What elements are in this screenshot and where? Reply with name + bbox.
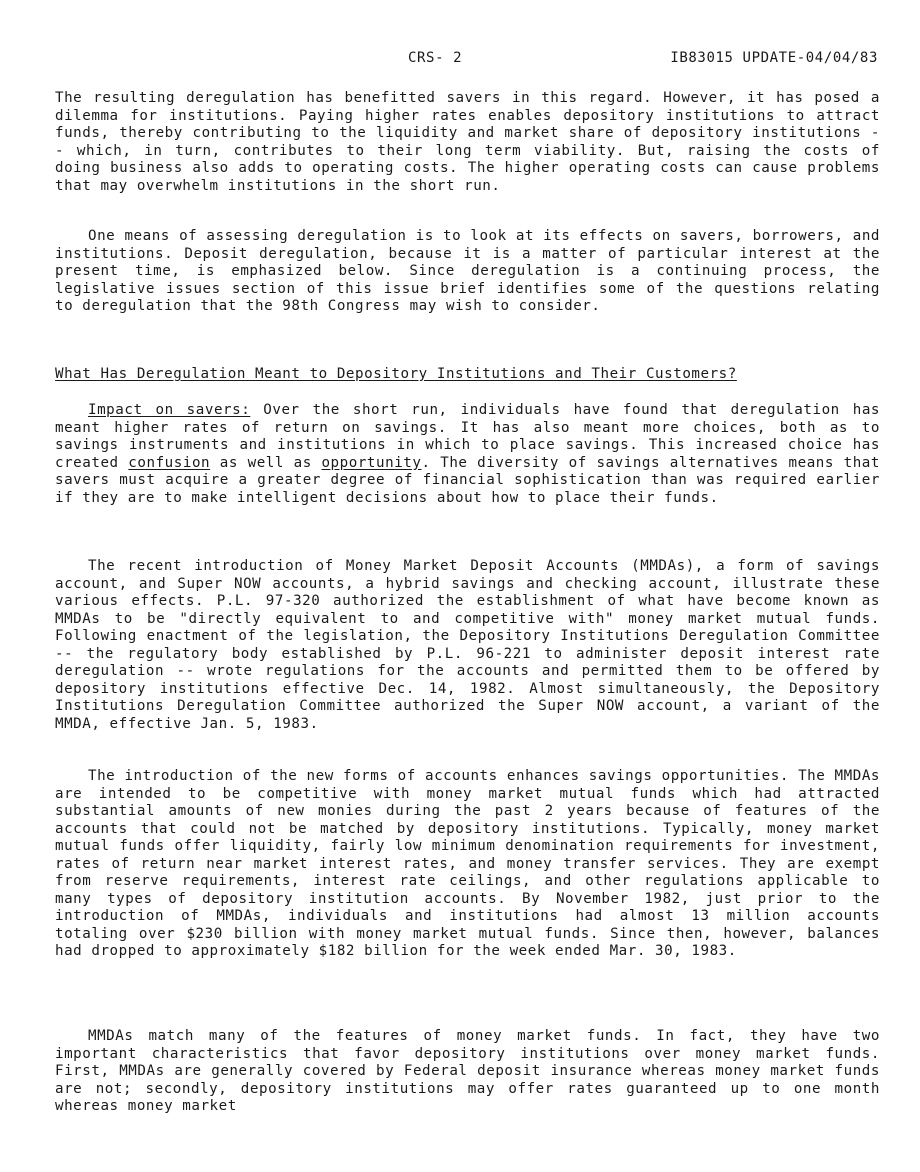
emphasis-opportunity: opportunity [321, 454, 422, 471]
page-header [408, 50, 878, 70]
paragraph-benefits-dilemma [55, 90, 880, 195]
paragraph-impact-on-savers [55, 402, 880, 507]
document-id: IB83015 UPDATE-04/04/83 [670, 50, 878, 66]
paragraph-text: One means of assessing deregulation is to look at its effects on savers, borrowers, and institutions. Deposit deregulation, because it is a matter of particular interest at the present time, is emphasized below. Since deregulation is a continuing process, the legislative issues section of this issue brief identifies some of the questions relating to deregulation that the 98th Congress may wish to consider. [55, 228, 880, 314]
paragraph-new-accounts-opportunities [55, 768, 880, 961]
section-heading: What Has Deregulation Meant to Depository Institutions and Their Customers? [55, 366, 737, 382]
paragraph-text: The introduction of the new forms of accounts enhances savings opportunities. The MMDAs are intended to be competitive with money market mutual funds which had attracted substantial amounts of new monies during the past 2 years because of features of the accounts that could not be matched by depository institutions. Typically, money market mutual funds offer liquidity, fairly low minimum denomination requirements for investment, rates of return near market interest rates, and money transfer services. They are exempt from reserve requirements, interest rate ceilings, and other regulations applicable to many types of depository institution accounts. By November 1982, just prior to the introduction of MMDAs, individuals and institutions had almost 13 million accounts totaling over $230 billion with money market mutual funds. Since then, however, balances had dropped to approximately $182 billion for the week ended Mar. 30, 1983. [55, 768, 880, 959]
paragraph-text: The resulting deregulation has benefitted savers in this regard. However, it has posed a dilemma for institutions. Paying higher rates enables depository institutions to attract funds, thereby contributing to the liquidity and market share of depository institutions -- which, in turn, contributes to their long term viability. But, raising the costs of doing business also adds to operating costs. The higher operating costs can cause problems that may overwhelm institutions in the short run. [55, 90, 880, 194]
paragraph-text: . The diversity of savings alternatives means that savers must acquire a greater degree of financial sophistication than was required earlier if they are to make intelligent decisions about how to place their funds. [55, 454, 880, 506]
paragraph-mmda-introduction [55, 558, 880, 733]
emphasis-confusion: confusion [128, 454, 211, 471]
paragraph-mmda-features [55, 1028, 880, 1116]
paragraph-text: as well as [210, 454, 322, 471]
paragraph-text: MMDAs match many of the features of money market funds. In fact, they have two important characteristics that favor depository institutions over money market funds. First, MMDAs are generally covered by Federal deposit insurance whereas money market funds are not; secondly, depository institutions may offer rates guaranteed up to one month whereas money market [55, 1028, 880, 1114]
paragraph-text: Over the short run, individuals have found that deregulation has meant higher rates of return on savings. It has also meant more choices, both as to savings instruments and institutions in which to place savings. This increased choice has created [55, 402, 881, 471]
subheading-impact-on-savers: Impact on savers: [88, 402, 251, 418]
paragraph-assessing-deregulation [55, 228, 880, 316]
page-number: CRS- 2 [408, 50, 463, 66]
paragraph-text: The recent introduction of Money Market Deposit Accounts (MMDAs), a form of savings account, and Super NOW accounts, a hybrid savings and checking account, illustrate these various effects. P.L. 97-320 authorized the establishment of what have become known as MMDAs to be "directly equivalent to and competitive with" money market mutual funds. Following enactment of the legislation, the Depository Institutions Deregulation Committee -- the regulatory body established by P.L. 96-221 to administer deposit interest rate deregulation -- wrote regulations for the accounts and permitted them to be offered by depository institutions effective Dec. 14, 1982. Almost simultaneously, the Depository Institutions Deregulation Committee authorized the Super NOW account, a variant of the MMDA, effective Jan. 5, 1983. [55, 558, 880, 732]
